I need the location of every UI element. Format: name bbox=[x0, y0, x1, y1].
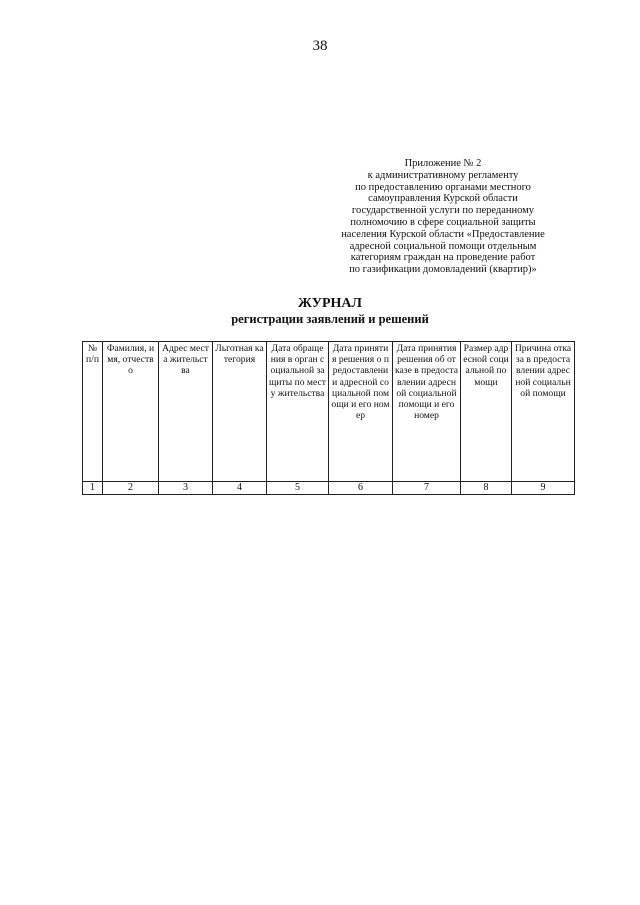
header-cell-grant-decision: Дата принятия решения о предоставлении адресной социальной помощи и его номер bbox=[329, 342, 393, 482]
column-number-cell: 6 bbox=[329, 482, 393, 495]
appendix-line: самоуправления Курской области bbox=[368, 193, 518, 205]
column-number-cell: 3 bbox=[159, 482, 213, 495]
appendix-line: государственной услуги по переданному bbox=[351, 205, 535, 217]
header-cell-full-name: Фамилия, имя, отчество bbox=[103, 342, 159, 482]
appendix-line: Приложение № 2 bbox=[404, 158, 482, 169]
column-number-cell: 4 bbox=[213, 482, 267, 495]
appendix-line: населения Курской области «Предоставление bbox=[341, 228, 545, 240]
header-cell-address: Адрес места жительства bbox=[159, 342, 213, 482]
appendix-line: по предоставлению органами местного bbox=[355, 181, 531, 193]
header-cell-aid-amount: Размер адресной социальной помощи bbox=[461, 342, 512, 482]
table-header-row bbox=[83, 342, 575, 482]
appendix-line: полномочию в сфере социальной защиты bbox=[350, 216, 536, 228]
header-cell-number: № п/п bbox=[83, 342, 103, 482]
journal-title-sub: регистрации заявлений и решений bbox=[231, 312, 429, 326]
header-cell-refusal-reason: Причина отказа в предоставлении адресной социальной помощи bbox=[512, 342, 575, 482]
table-number-row bbox=[83, 482, 575, 495]
appendix-line: категориям граждан на проведение работ bbox=[350, 252, 536, 264]
appendix-block bbox=[318, 158, 568, 276]
journal-title bbox=[0, 296, 640, 327]
header-cell-refusal-decision: Дата принятия решения об отказе в предоставлении адресной социальной помощи и его номер bbox=[393, 342, 461, 482]
column-number-cell: 8 bbox=[461, 482, 512, 495]
journal-table bbox=[82, 341, 575, 495]
column-number-cell: 5 bbox=[267, 482, 329, 495]
column-number-cell: 1 bbox=[83, 482, 103, 495]
appendix-line: к административному регламенту bbox=[367, 169, 519, 181]
page-number: 38 bbox=[312, 38, 328, 54]
column-number-cell: 9 bbox=[512, 482, 575, 495]
appendix-line: адресной социальной помощи отдельным bbox=[349, 240, 537, 252]
header-cell-application-date: Дата обращения в орган социальной защиты по месту жительства bbox=[267, 342, 329, 482]
header-cell-benefit-category: Льготная категория bbox=[213, 342, 267, 482]
column-number-cell: 2 bbox=[103, 482, 159, 495]
journal-title-main: ЖУРНАЛ bbox=[298, 296, 362, 311]
column-number-cell: 7 bbox=[393, 482, 461, 495]
appendix-line: по газификации домовладений (квартир)» bbox=[349, 264, 537, 276]
